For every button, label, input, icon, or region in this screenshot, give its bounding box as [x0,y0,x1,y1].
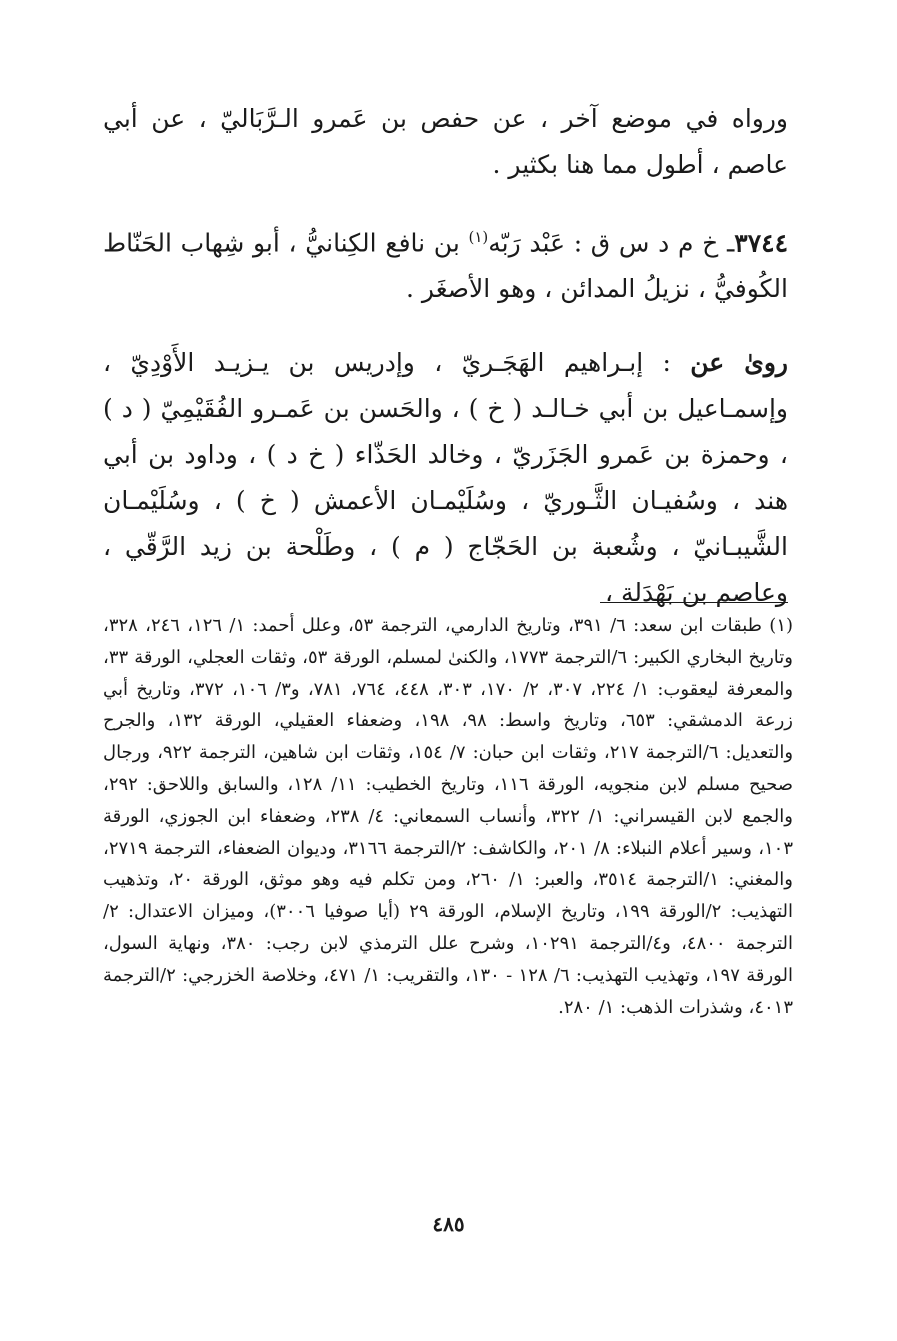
paragraph-continuation: ورواه في موضع آخر ، عن حفص بن عَمرو الـرَّبَاليّ ، عن أبي عاصم ، أطول مما هنا بكثير . [103,104,788,179]
footnote-marker: (١) [769,615,794,636]
entry-name: عَبْد رَبّه [488,228,565,258]
page-number: ٤٨٥ [432,1212,465,1236]
footnote-1 [103,610,793,1023]
narrated-from-text: : إبـراهيم الهَجَـريّ ، وإدريس بن يـزيـد الأَوْدِيّ ، وإسمـاعيل بن أبي خـالـد ( خ ) ، والحَسن بن عَمـرو الفُقَيْمِيّ ( د ) ، وحمزة بن عَمرو الجَزَريّ ، وخالد الحَذّاء ( خ د ) ، وداود بن أبي هند ، وسُفيـان الثَّـوريّ ، وسُلَيْمـان الأعمش ( خ ) ، وسُلَيْمـان الشَّيبـانيّ ، وشُعبة بن الحَجّاج ( م ) ، وطَلْحة بن زيد الرَّقّي ، وعاصم بن بَهْدَلة ، [103,348,788,607]
narrated-from-label: روىٰ عن [690,348,788,377]
entry-symbols: ـ خ م د س ق : [565,228,735,258]
footnote-text: طبقات ابن سعد: ٦/ ٣٩١، وتاريخ الدارمي، الترجمة ٥٣، وعلل أحمد: ١/ ١٢٦، ٢٤٦، ٣٢٨، وتاريخ البخاري الكبير: ٦/الترجمة ١٧٧٣، والكنىٰ لمسلم، الورقة ٥٣، وثقات العجلي، الورقة ٣٣، والمعرفة ليعقوب: ١/ ٢٢٤، ٣٠٧، ٢/ ١٧٠، ٣٠٣، ٤٤٨، ٧٦٤، ٧٨١، و٣/ ١٠٦، ٣٧٢، وتاريخ أبي زرعة الدمشقي: ٦٥٣، وتاريخ واسط: ٩٨، ١٩٨، وضعفاء العقيلي، الورقة ١٣٢، والجرح والتعديل: ٦/الترجمة ٢١٧، وثقات ابن حبان: ٧/ ١٥٤، وثقات ابن شاهين، الترجمة ٩٢٢، ورجال صحيح مسلم لابن منجويه، الورقة ١١٦، وتاريخ الخطيب: ١١/ ١٢٨، والسابق واللاحق: ٢٩٢، والجمع لابن القيسراني: ١/ ٣٢٢، وأنساب السمعاني: ٤/ ٢٣٨، وضعفاء ابن الجوزي، الورقة ١٠٣، وسير أعلام النبلاء: ٨/ ٢٠١، والكاشف: ٢/الترجمة ٣١٦٦، وديوان الضعفاء، الترجمة ٢٧١٩، والمغني: ١/الترجمة ٣٥١٤، والعبر: ١/ ٢٦٠، ومن تكلم فيه وهو موثق، الورقة ٢٠، وتذهيب التهذيب: ٢/الورقة ١٩٩، وتاريخ الإسلام، الورقة ٢٩ (أيا صوفيا ٣٠٠٦)، وميزان الاعتدال: ٢/الترجمة ٤٨٠٠، و٤/الترجمة ١٠٢٩١، وشرح علل الترمذي لابن رجب: ٣٨٠، ونهاية السول، الورقة ١٩٧، وتهذيب التهذيب: ٦/ ١٢٨ - ١٣٠، والتقريب: ١/ ٤٧١، وخلاصة الخزرجي: ٢/الترجمة ٤٠١٣، وشذرات الذهب: ١/ ٢٨٠. [103,615,794,1018]
footnote-reference: (١) [468,228,489,246]
entry-description: بن نافع الكِنانيُّ ، أبو شِهاب الحَنّاط الكُوفيُّ ، نزيلُ المدائن ، وهو الأصغَر . [103,228,788,304]
footnotes [103,610,793,1023]
narrated-from-paragraph [103,340,788,616]
footnote-separator [600,602,788,603]
entry-heading-paragraph [103,214,788,312]
entry-number: ٣٧٤٤ [734,228,788,258]
